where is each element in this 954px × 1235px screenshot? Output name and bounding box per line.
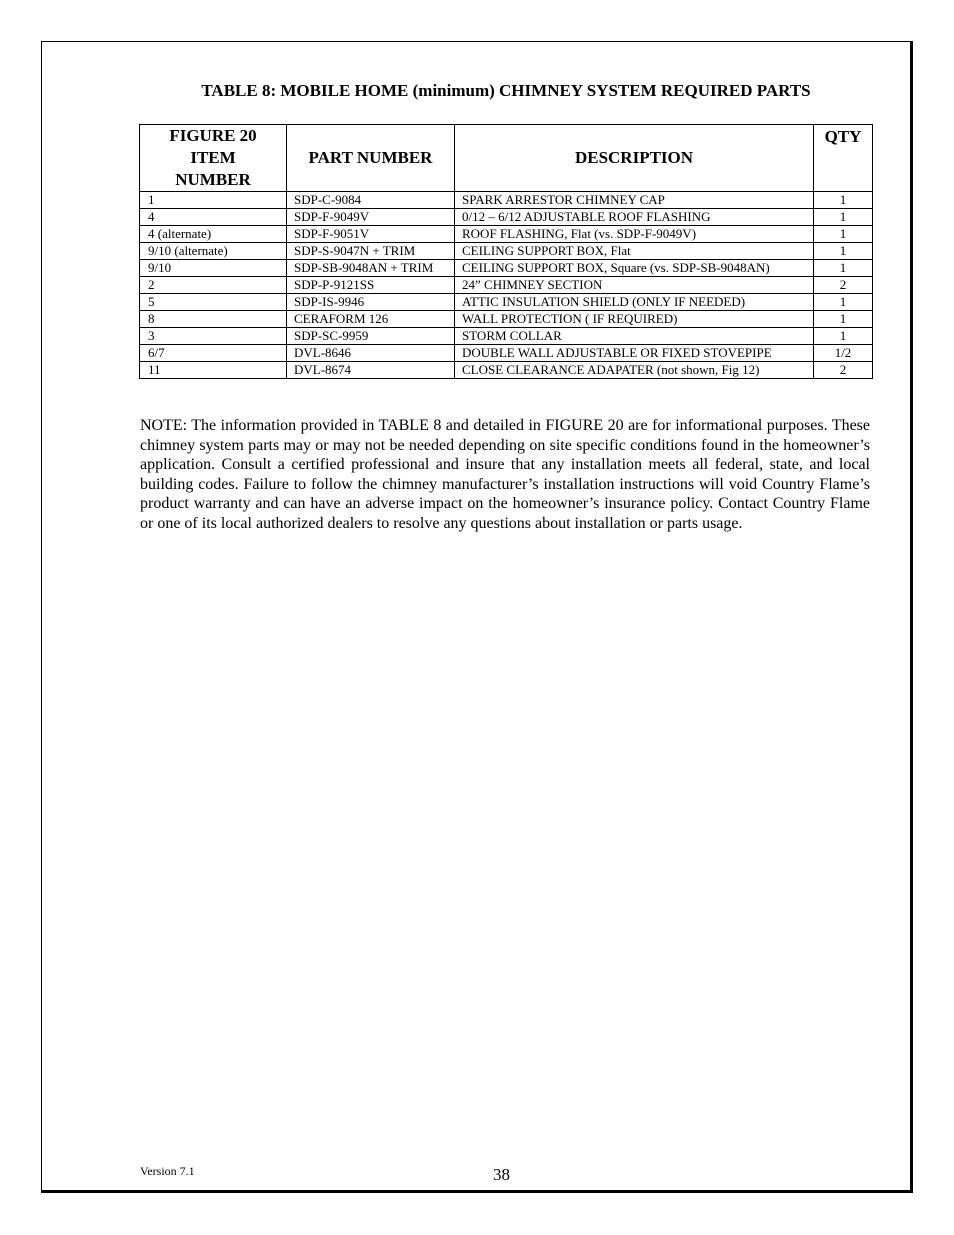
table-row <box>140 277 873 294</box>
table-row <box>140 328 873 345</box>
parts-table <box>139 124 873 379</box>
cell-qty: 1 <box>814 260 873 277</box>
table-row <box>140 362 873 379</box>
header-item-line-3: NUMBER <box>175 170 251 189</box>
page-number: 38 <box>493 1165 510 1184</box>
cell-description: CLOSE CLEARANCE ADAPATER (not shown, Fig 12) <box>455 362 814 379</box>
cell-item: 6/7 <box>140 345 287 362</box>
cell-description: ATTIC INSULATION SHIELD (ONLY IF NEEDED) <box>455 294 814 311</box>
cell-description: SPARK ARRESTOR CHIMNEY CAP <box>455 192 814 209</box>
cell-qty: 1 <box>814 328 873 345</box>
cell-description: CEILING SUPPORT BOX, Flat <box>455 243 814 260</box>
header-item-line-1: FIGURE 20 <box>169 126 257 145</box>
cell-item: 9/10 <box>140 260 287 277</box>
cell-qty: 1 <box>814 192 873 209</box>
table-row <box>140 226 873 243</box>
cell-item: 8 <box>140 311 287 328</box>
version-label: Version 7.1 <box>140 1164 195 1178</box>
cell-item: 2 <box>140 277 287 294</box>
header-part-number: PART NUMBER <box>287 125 455 192</box>
cell-part: SDP-P-9121SS <box>287 277 455 294</box>
cell-qty: 1 <box>814 209 873 226</box>
cell-qty: 1 <box>814 226 873 243</box>
cell-description: DOUBLE WALL ADJUSTABLE OR FIXED STOVEPIPE <box>455 345 814 362</box>
cell-qty: 2 <box>814 277 873 294</box>
cell-description: STORM COLLAR <box>455 328 814 345</box>
cell-item: 1 <box>140 192 287 209</box>
table-row <box>140 209 873 226</box>
cell-part: SDP-SB-9048AN + TRIM <box>287 260 455 277</box>
cell-part: DVL-8646 <box>287 345 455 362</box>
note-paragraph: NOTE: The information provided in TABLE 8 and detailed in FIGURE 20 are for informational purposes. These chimney system parts may or may not be needed depending on site specific conditions found in the homeowner’s application. Consult a certified professional and insure that any installation meets all federal, state, and local building codes. Failure to follow the chimney manufacturer’s installation instructions will void Country Flame’s product warranty and can have an adverse impact on the homeowner’s insurance policy. Contact Country Flame or one of its local authorized dealers to resolve any questions about installation or parts usage. <box>140 417 870 532</box>
cell-description: 24” CHIMNEY SECTION <box>455 277 814 294</box>
cell-item: 9/10 (alternate) <box>140 243 287 260</box>
table-row <box>140 294 873 311</box>
cell-part: SDP-C-9084 <box>287 192 455 209</box>
cell-part: SDP-SC-9959 <box>287 328 455 345</box>
header-item-line-2: ITEM <box>190 148 236 167</box>
cell-part: SDP-S-9047N + TRIM <box>287 243 455 260</box>
table-row <box>140 192 873 209</box>
cell-description: WALL PROTECTION ( IF REQUIRED) <box>455 311 814 328</box>
table-row <box>140 345 873 362</box>
header-item-number <box>140 125 287 192</box>
cell-item: 5 <box>140 294 287 311</box>
cell-description: CEILING SUPPORT BOX, Square (vs. SDP-SB-9048AN) <box>455 260 814 277</box>
table-header-row <box>140 125 873 192</box>
cell-part: SDP-F-9051V <box>287 226 455 243</box>
table-row <box>140 311 873 328</box>
cell-qty: 2 <box>814 362 873 379</box>
cell-part: CERAFORM 126 <box>287 311 455 328</box>
cell-qty: 1/2 <box>814 345 873 362</box>
header-description: DESCRIPTION <box>455 125 814 192</box>
cell-qty: 1 <box>814 243 873 260</box>
cell-qty: 1 <box>814 294 873 311</box>
cell-part: SDP-IS-9946 <box>287 294 455 311</box>
cell-item: 4 (alternate) <box>140 226 287 243</box>
cell-description: 0/12 – 6/12 ADJUSTABLE ROOF FLASHING <box>455 209 814 226</box>
table-title: TABLE 8: MOBILE HOME (minimum) CHIMNEY SYSTEM REQUIRED PARTS <box>201 81 811 100</box>
cell-description: ROOF FLASHING, Flat (vs. SDP-F-9049V) <box>455 226 814 243</box>
table-row <box>140 243 873 260</box>
cell-item: 11 <box>140 362 287 379</box>
cell-part: DVL-8674 <box>287 362 455 379</box>
table-row <box>140 260 873 277</box>
cell-qty: 1 <box>814 311 873 328</box>
cell-item: 3 <box>140 328 287 345</box>
cell-part: SDP-F-9049V <box>287 209 455 226</box>
header-qty: QTY <box>814 125 873 192</box>
cell-item: 4 <box>140 209 287 226</box>
